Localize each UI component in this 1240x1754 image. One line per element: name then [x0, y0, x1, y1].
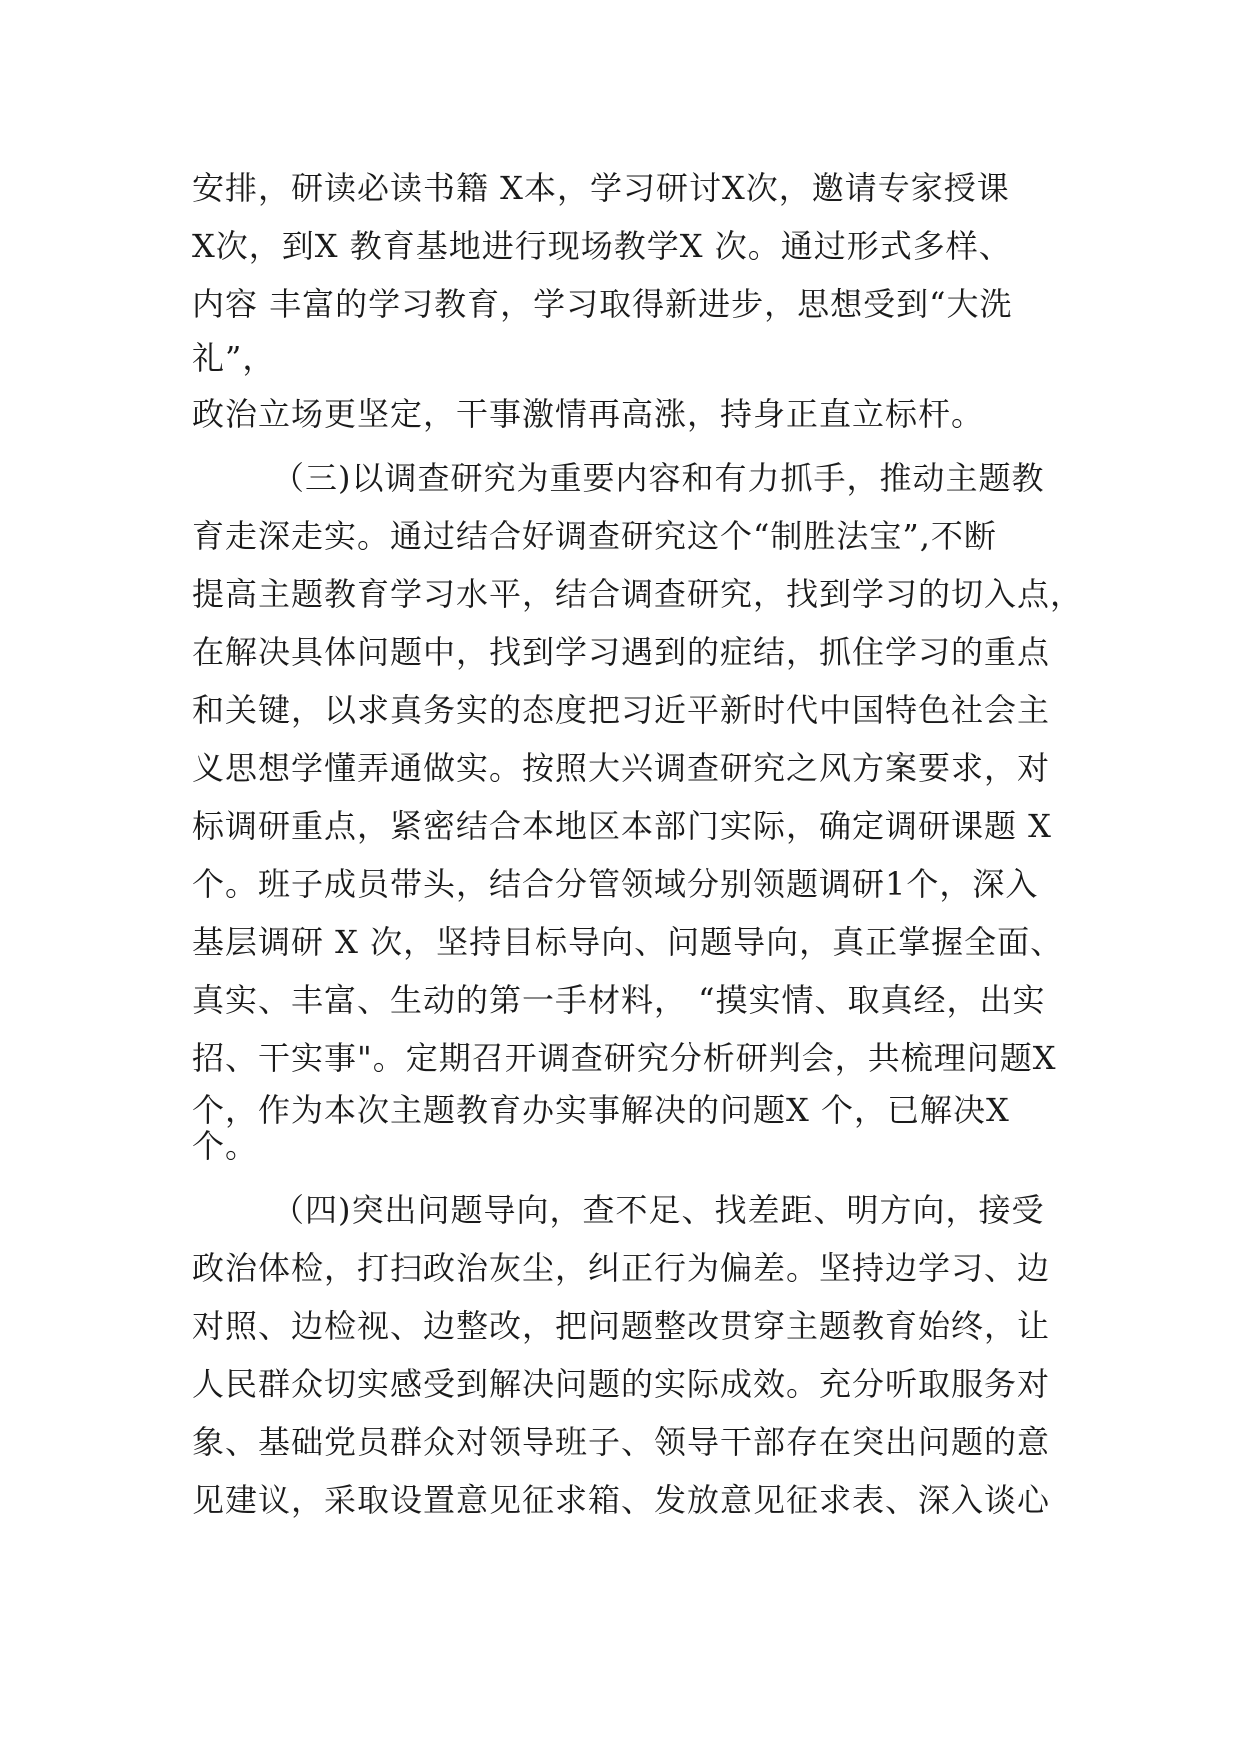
text-line: 真实、丰富、生动的第一手材料， “摸实情、取真经，出实	[192, 981, 1046, 1019]
text-line: 招、干实事"。定期召开调查研究分析研判会，共梳理问题X	[192, 1039, 1057, 1077]
text-line: 象、基础党员群众对领导班子、领导干部存在突出问题的意	[192, 1423, 1051, 1461]
text-line: 内容 丰富的学习教育，学习取得新进步，思想受到“大洗	[192, 285, 1013, 323]
text-line: 对照、边检视、边整改，把问题整改贯穿主题教育始终，让	[192, 1307, 1051, 1345]
text-line: 安排，研读必读书籍 X本，学习研讨X次，邀请专家授课	[192, 169, 1010, 207]
text-line: 个。	[192, 1127, 259, 1165]
text-line: 人民群众切实感受到解决问题的实际成效。充分听取服务对	[192, 1365, 1051, 1403]
paragraph-heading-3: （三)以调查研究为重要内容和有力抓手，推动主题教	[272, 459, 1045, 497]
text-line: 义思想学懂弄通做实。按照大兴调查研究之风方案要求，对	[192, 749, 1051, 787]
text-line: 提高主题教育学习水平，结合调查研究，找到学习的切入点，	[192, 575, 1084, 613]
text-line: 育走深走实。通过结合好调查研究这个“制胜法宝”,不断	[192, 517, 997, 555]
text-line: 见建议，采取设置意见征求箱、发放意见征求表、深入谈心	[192, 1481, 1051, 1519]
text-line: 标调研重点，紧密结合本地区本部门实际，确定调研课题 X	[192, 807, 1052, 845]
text-line: 政治立场更坚定，干事激情再高涨，持身正直立标杆。	[192, 395, 985, 433]
text-line: 基层调研 X 次，坚持目标导向、问题导向，真正掌握全面、	[192, 923, 1064, 961]
text-line: X次，到X 教育基地进行现场教学X 次。通过形式多样、	[192, 227, 1012, 265]
text-line: 个，作为本次主题教育办实事解决的问题X 个，已解决X	[192, 1091, 1010, 1129]
text-line: 政治体检，打扫政治灰尘，纠正行为偏差。坚持边学习、边	[192, 1249, 1051, 1287]
paragraph-heading-4: （四)突出问题导向，查不足、找差距、明方向，接受	[272, 1191, 1045, 1229]
text-line: 和关键，以求真务实的态度把习近平新时代中国特色社会主	[192, 691, 1051, 729]
text-line: 个。班子成员带头，结合分管领域分别领题调研1个，深入	[192, 865, 1039, 903]
text-line: 礼”，	[192, 339, 276, 377]
text-line: 在解决具体问题中，找到学习遇到的症结，抓住学习的重点	[192, 633, 1051, 671]
